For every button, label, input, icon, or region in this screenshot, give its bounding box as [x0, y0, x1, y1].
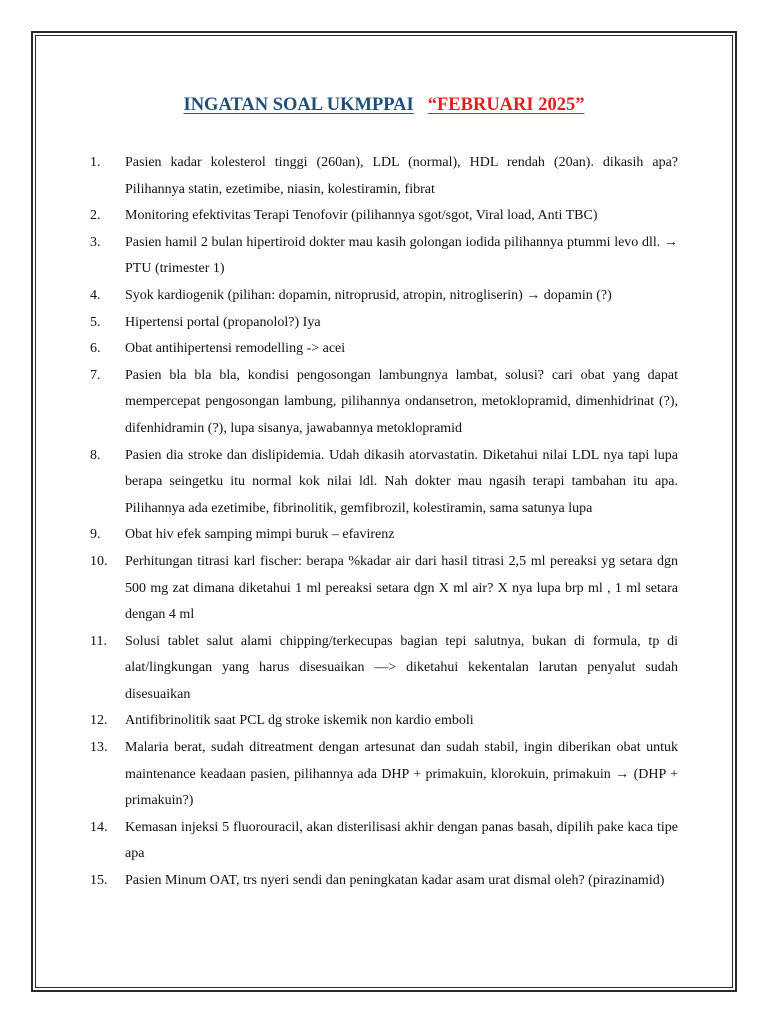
list-item: [0, 549, 768, 629]
list-item: [0, 310, 768, 337]
list-item-text: Pasien Minum OAT, trs nyeri sendi dan peningkatan kadar asam urat dismal oleh? (pirazinamid): [125, 873, 665, 889]
list-item-text: Obat hiv efek samping mimpi buruk – efavirenz: [125, 527, 395, 543]
question-list: [0, 150, 768, 895]
list-item: [0, 283, 768, 310]
list-item: [0, 735, 768, 815]
list-item-text: Pasien kadar kolesterol tinggi (260an), LDL (normal), HDL rendah (20an). dikasih apa? Pilihannya statin, ezetimibe, niasin, kolestiramin, fibrat: [125, 155, 678, 197]
list-item-number: 3.: [90, 234, 101, 250]
list-item: [0, 629, 768, 709]
list-item-number: 13.: [90, 740, 108, 756]
list-item-text: Solusi tablet salut alami chipping/terkecupas bagian tepi salutnya, bukan di formula, tp di alat/lingkungan yang harus disesuaikan —> diketahui kekentalan larutan penyalut sudah disesuaikan: [125, 633, 678, 702]
list-item-text: Syok kardiogenik (pilihan: dopamin, nitroprusid, atropin, nitrogliserin) → dopamin (?): [125, 287, 612, 303]
list-item-number: 10.: [90, 553, 108, 569]
list-item: [0, 150, 768, 203]
list-item: [0, 708, 768, 735]
list-item: [0, 522, 768, 549]
list-item: [0, 443, 768, 523]
list-item-number: 15.: [90, 873, 108, 889]
list-item-text: Perhitungan titrasi karl fischer: berapa %kadar air dari hasil titrasi 2,5 ml pereaksi yg setara dgn 500 mg zat dimana diketahui 1 ml pereaksi setara dgn X ml air? X nya lupa brp ml , 1 ml setara dengan 4 ml: [125, 553, 678, 623]
list-item-text: Antifibrinolitik saat PCL dg stroke iskemik non kardio emboli: [125, 713, 474, 729]
list-item-text: Hipertensi portal (propanolol?) Iya: [125, 314, 321, 330]
list-item-number: 2.: [90, 208, 101, 224]
list-item-text: Monitoring efektivitas Terapi Tenofovir (pilihannya sgot/sgot, Viral load, Anti TBC): [125, 208, 598, 224]
document-title: [0, 92, 768, 118]
list-item-text: Pasien bla bla bla, kondisi pengosongan lambungnya lambat, solusi? cari obat yang dapat mempercepat pengosongan lambung, pilihannya ondansetron, metoklopramid, dimenhidrinat (?), difenhidramin (?), lupa sisanya, jawabannya metoklopramid: [125, 367, 678, 436]
list-item-text: Obat antihipertensi remodelling -> acei: [125, 341, 346, 357]
list-item-number: 8.: [90, 447, 101, 463]
list-item-text: Pasien hamil 2 bulan hipertiroid dokter mau kasih golongan iodida pilihannya ptummi levo dll. → PTU (trimester 1): [125, 234, 678, 277]
list-item-number: 14.: [90, 819, 108, 835]
list-item-number: 12.: [90, 713, 108, 729]
list-item-text: Kemasan injeksi 5 fluorouracil, akan disterilisasi akhir dengan panas basah, dipilih pake kaca tipe apa: [125, 819, 678, 862]
title-main: INGATAN SOAL UKMPPAI: [183, 95, 414, 115]
list-item: [0, 868, 768, 895]
list-item-text: Malaria berat, sudah ditreatment dengan artesunat dan sudah stabil, ingin diberikan obat untuk maintenance keadaan pasien, pilihannya ada DHP + primakuin, klorokuin, primakuin → (DHP + primakuin?): [125, 740, 678, 809]
list-item-number: 1.: [90, 155, 101, 170]
list-item-number: 4.: [90, 287, 101, 303]
list-item-number: 5.: [90, 314, 101, 330]
list-item: [0, 203, 768, 230]
list-item-text: Pasien dia stroke dan dislipidemia. Udah dikasih atorvastatin. Diketahui nilai LDL nya tapi lupa berapa seingetku itu normal kok nilai ldl. Nah dokter mau ngasih terapi tambahan itu apa. Pilihannya ada ezetimibe, fibrinolitik, gemfibrozil, kolestiramin, sama satunya lupa: [125, 447, 678, 516]
list-item: [0, 336, 768, 363]
list-item-number: 11.: [90, 633, 107, 649]
title-date: “FEBRUARI 2025”: [427, 95, 585, 115]
list-item-number: 7.: [90, 367, 101, 383]
list-item-number: 9.: [90, 527, 101, 543]
list-item-number: 6.: [90, 341, 101, 357]
list-item: [0, 230, 768, 283]
list-item: [0, 363, 768, 443]
list-item: [0, 815, 768, 868]
